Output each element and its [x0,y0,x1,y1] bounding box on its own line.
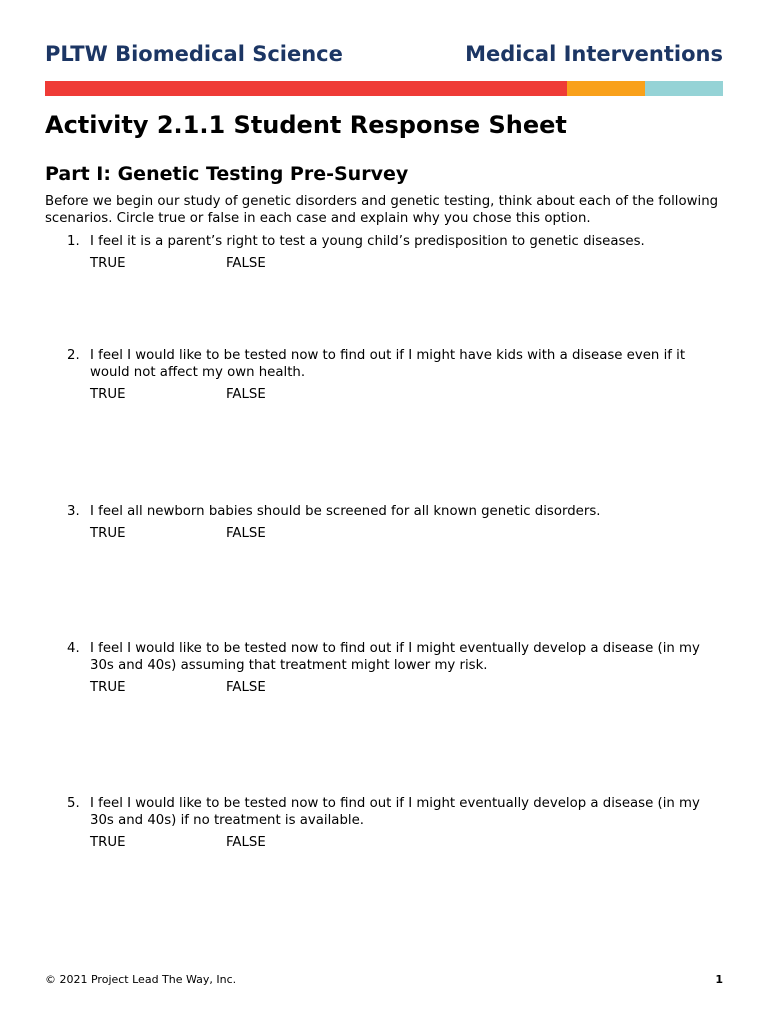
header-color-bar [45,81,723,96]
false-option[interactable]: FALSE [226,526,266,541]
question-text: I feel I would like to be tested now to find out if I might eventually develop a disease (in my 30s and 40s) assuming that treatment might lower my risk. [90,641,700,673]
true-option[interactable]: TRUE [90,835,126,850]
color-bar-red-segment [45,81,567,96]
footer-copyright: © 2021 Project Lead The Way, Inc. [45,973,237,986]
false-option[interactable]: FALSE [226,387,266,402]
question-number: 4. [67,641,80,656]
true-option[interactable]: TRUE [90,526,126,541]
true-option[interactable]: TRUE [90,680,126,695]
question-number: 3. [67,504,80,519]
intro-paragraph: Before we begin our study of genetic disorders and genetic testing, think about each of the following scenarios. Circle true or false in each case and explain why you chose this option. [45,194,719,226]
question-item [45,795,725,851]
question-item [45,640,725,696]
answer-options [90,679,725,696]
true-option[interactable]: TRUE [90,256,126,271]
question-text: I feel it is a parent’s right to test a young child’s predisposition to genetic diseases. [90,234,645,249]
header-program-title: PLTW Biomedical Science [45,42,343,66]
answer-options [90,386,725,403]
page-number: 1 [715,973,723,986]
color-bar-orange-segment [567,81,645,96]
question-item [45,503,725,542]
question-number: 1. [67,234,80,249]
false-option[interactable]: FALSE [226,835,266,850]
part-title: Part I: Genetic Testing Pre-Survey [45,163,409,185]
true-option[interactable]: TRUE [90,387,126,402]
header-course-title: Medical Interventions [465,42,723,66]
page-header [45,40,723,70]
question-text: I feel all newborn babies should be screened for all known genetic disorders. [90,504,601,519]
false-option[interactable]: FALSE [226,680,266,695]
question-item [45,233,725,272]
answer-options [90,255,725,272]
document-title: Activity 2.1.1 Student Response Sheet [45,111,567,139]
answer-options [90,525,725,542]
question-number: 5. [67,796,80,811]
question-item [45,347,725,403]
answer-options [90,834,725,851]
question-number: 2. [67,348,80,363]
question-text: I feel I would like to be tested now to find out if I might have kids with a disease even if it would not affect my own health. [90,348,686,380]
color-bar-teal-segment [645,81,723,96]
false-option[interactable]: FALSE [226,256,266,271]
question-text: I feel I would like to be tested now to find out if I might eventually develop a disease (in my 30s and 40s) if no treatment is available. [90,796,700,828]
